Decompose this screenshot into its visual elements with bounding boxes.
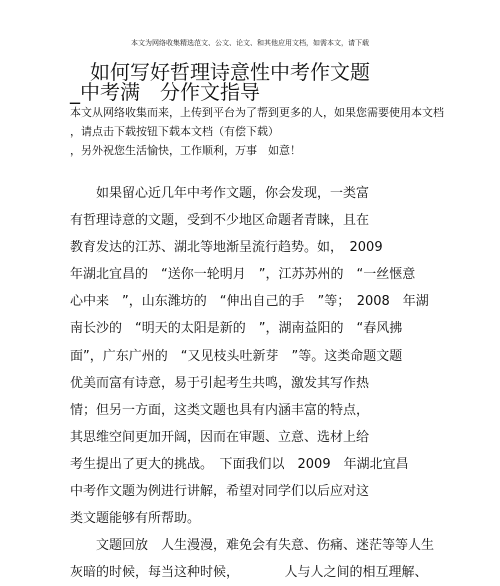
- body-line: 灰暗的时候，每当这种时候， 人与人之间的相互理解、: [70, 565, 428, 581]
- body-line: 心中来 ”，山东潍坊的 “伸出自己的手 ”等； 2008 年湖: [70, 294, 429, 310]
- intro-notice: [70, 103, 470, 160]
- intro-line-3: ，另外祝您生活愉快，工作顺利，万事 如意！: [70, 144, 301, 157]
- title-line-1: 如何写好哲理诗意性中考作文题: [70, 60, 370, 84]
- intro-line-2: ，请点击下载按钮下载本文档（有偿下载）: [70, 125, 279, 138]
- title-line-2: _中考满 分作文指导: [70, 80, 260, 104]
- header-note: 本文为网络收集精选范文、公文、论文、和其他应用文档，如需本文，请下载: [131, 39, 369, 47]
- body-line: 南长沙的 “明天的太阳是新的 ”，湖南益阳的 “春风拂: [70, 321, 403, 337]
- body-line: 其思维空间更加开阔，因而在审题、立意、选材上给: [70, 429, 370, 445]
- document-title: [70, 62, 470, 102]
- body-line: 类文题能够有所帮助。: [70, 511, 201, 527]
- body-line: 有哲理诗意的文题，受到不少地区命题者青睐，且在: [70, 213, 370, 229]
- body-line: 年湖北宜昌的 “送你一轮明月 ”，江苏苏州的 “一丝惬意: [70, 267, 416, 283]
- intro-line-1: 本文从网络收集而来，上传到平台为了帮到更多的人，如果您需要使用本文档: [70, 106, 444, 119]
- body-line: 文题回放 人生漫漫，难免会有失意、伤痛、迷茫等等人生: [70, 538, 435, 554]
- body-line: 面”，广东广州的 “又见枝头吐新芽 ”等。这类命题文题: [70, 348, 403, 364]
- body-line: 考生提出了更大的挑战。 下面我们以 2009 年湖北宜昌: [70, 456, 409, 472]
- body-line: 中考作文题为例进行讲解，希望对同学们以后应对这: [70, 484, 370, 500]
- body-line: 情；但另一方面，这类文题也具有内涵丰富的特点，: [70, 402, 370, 418]
- body-line: 优美而富有诗意，易于引起考生共鸣，激发其写作热: [70, 375, 370, 391]
- body-text: [70, 180, 470, 586]
- body-line: 如果留心近几年中考作文题，你会发现，一类富: [70, 186, 370, 201]
- body-line: 教育发达的江苏、湖北等地渐呈流行趋势。如， 2009: [70, 240, 383, 256]
